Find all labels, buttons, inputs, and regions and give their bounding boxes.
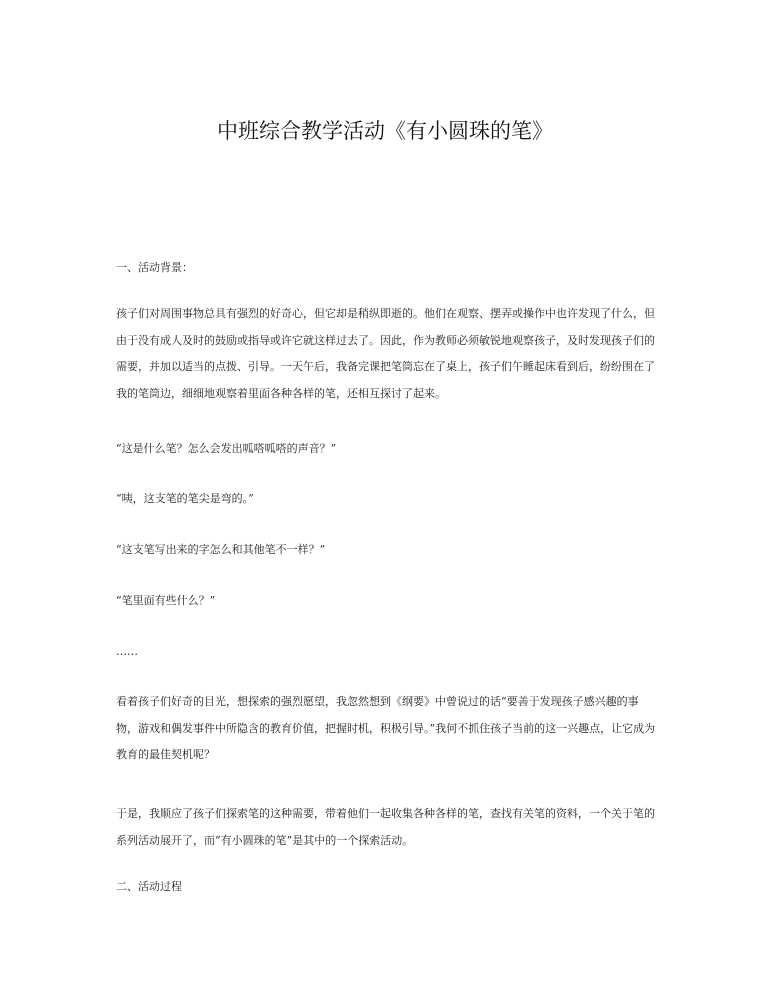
ellipsis-text: ……: [116, 645, 138, 658]
quote-question-3: “这支笔写出来的字怎么和其他笔不一样？”: [116, 543, 326, 556]
quote-question-4: “笔里面有些什么？”: [116, 594, 216, 607]
paragraph-reflection: 看着孩子们好奇的目光，想探索的强烈愿望，我忽然想到《纲要》中曾说过的话“要善于发现孩子感兴趣的事物，游戏和偶发事件中所隐含的教育价值，把握时机，积极引导。”我何不抓住孩子当前的这一兴趣点，让它成为教育的最佳契机呢？: [116, 695, 656, 761]
paragraph-background: 孩子们对周围事物总具有强烈的好奇心，但它却是稍纵即逝的。他们在观察、摆弄或操作中也许发现了什么，但由于没有成人及时的鼓励或指导或许它就这样过去了。因此，作为教师必须敏锐地观察孩子，及时发现孩子们的需要，并加以适当的点拨、引导。一天午后，我备完课把笔筒忘在了桌上，孩子们午睡起床看到后，纷纷围在了我的笔筒边，细细地观察着里面各种各样的笔，还相互探讨了起来。: [116, 307, 655, 400]
section-heading-background: 一、活动背景：: [116, 261, 193, 274]
section-heading-process: 二、活动过程: [116, 880, 182, 893]
paragraph-activity-start: 于是，我顺应了孩子们探索笔的这种需要，带着他们一起收集各种各样的笔，查找有关笔的资料，一个关于笔的系列活动展开了，而“有小圆珠的笔”是其中的一个探索活动。: [116, 807, 655, 847]
quote-question-2: “咦，这支笔的笔尖是弯的。”: [116, 492, 254, 505]
page-title: 中班综合教学活动《有小圆珠的笔》: [217, 119, 553, 143]
quote-question-1: “这是什么笔？怎么会发出呱嗒呱嗒的声音？”: [116, 442, 337, 455]
